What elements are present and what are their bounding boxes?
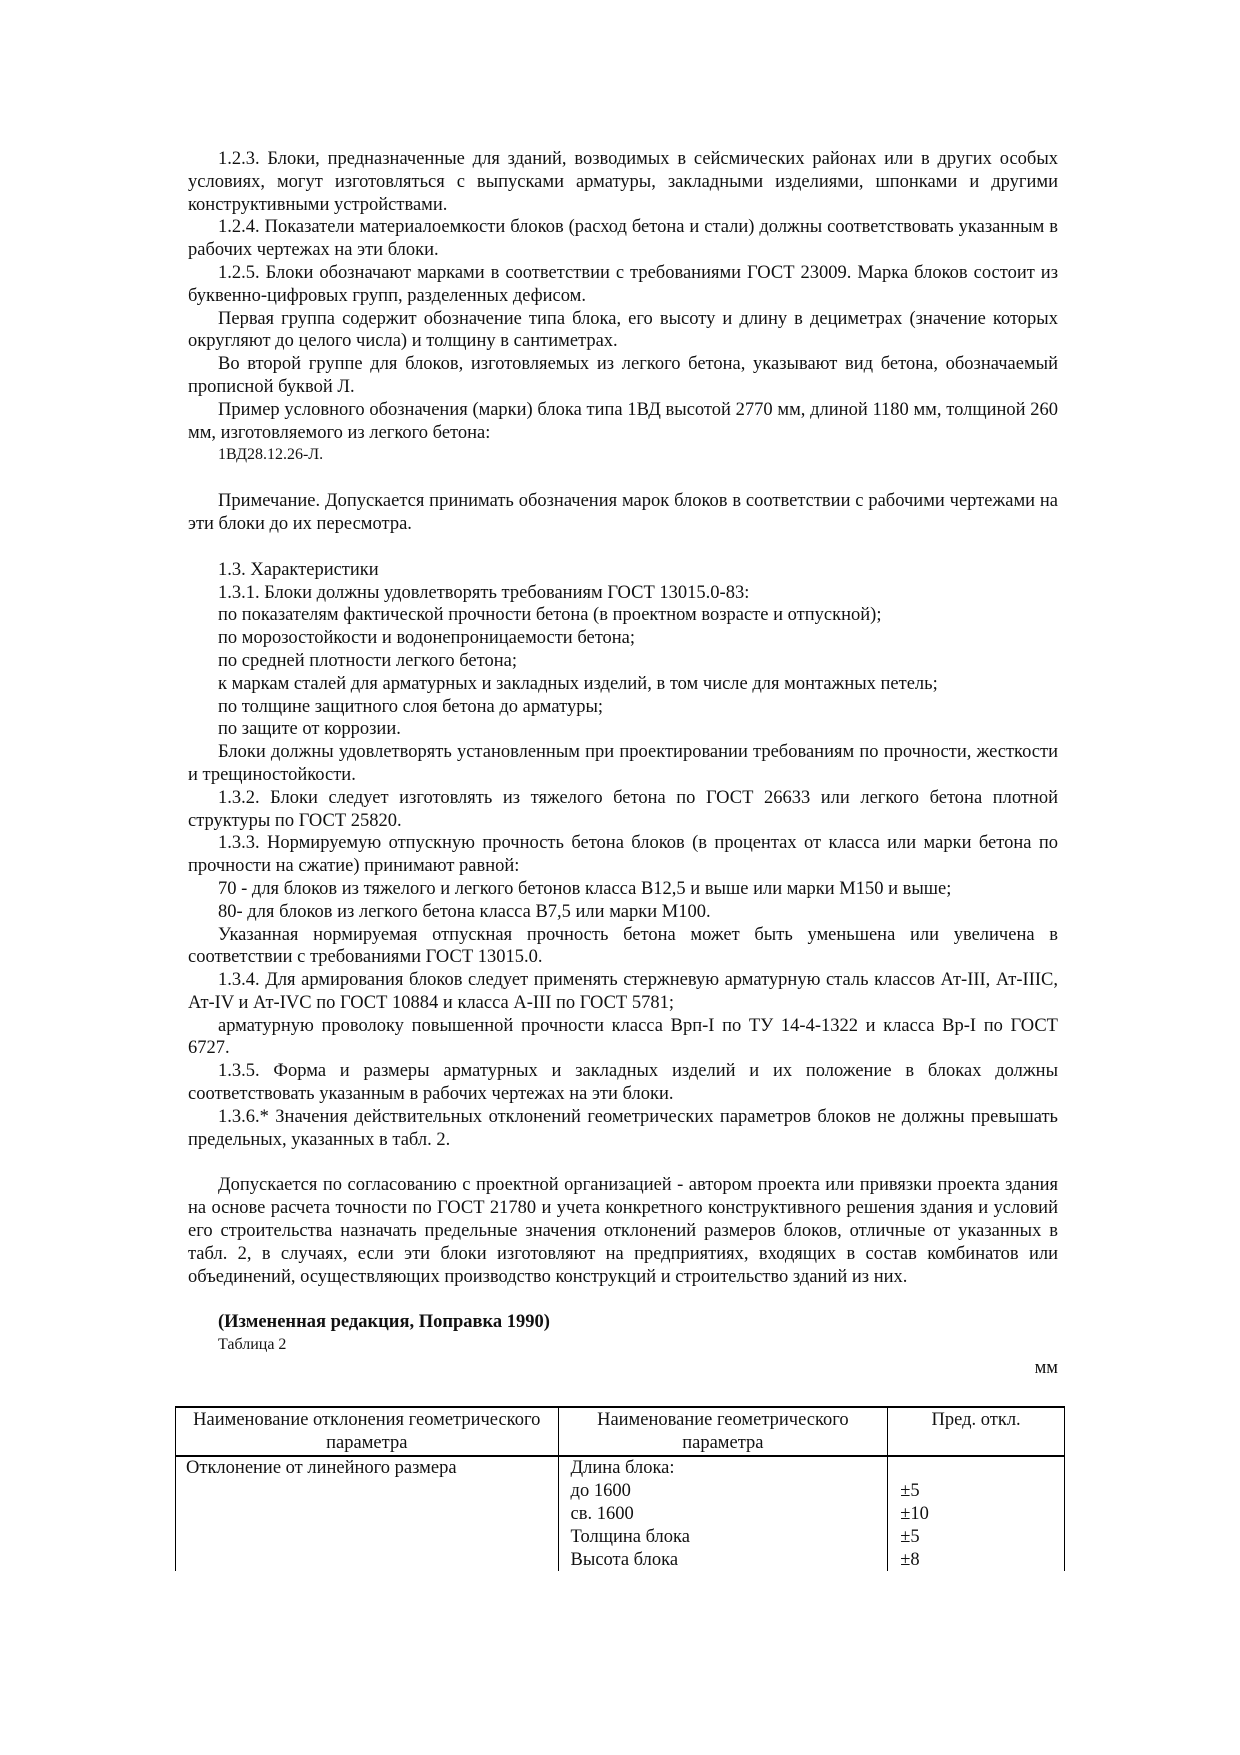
table-caption: Таблица 2 (218, 1336, 287, 1354)
paragraph: 1.3.1. Блоки должны удовлетворять требованиям ГОСТ 13015.0-83: (218, 582, 750, 603)
paragraph: Указанная нормируемая отпускная прочность бетона может быть уменьшена или увеличена в соответствии с требованиями ГОСТ 13015.0. (188, 924, 1058, 968)
list-item: по средней плотности легкого бетона; (218, 650, 517, 671)
table-header-row (176, 1407, 1065, 1457)
section-heading: 1.3. Характеристики (218, 559, 379, 580)
amendment-note: (Измененная редакция, Поправка 1990) (218, 1312, 550, 1333)
example-mark: 1ВД28.12.26-Л. (218, 446, 324, 464)
list-item: 70 - для блоков из тяжелого и легкого бетонов класса В12,5 и выше или марки М150 и выше; (218, 878, 952, 899)
list-item: 80- для блоков из легкого бетона класса В7,5 или марки М100. (218, 901, 711, 922)
table-cell: Отклонение от линейного размера (176, 1456, 559, 1480)
header-cell: Наименование отклонения геометрического параметра (176, 1407, 559, 1457)
paragraph: 1.3.6.* Значения действительных отклонений геометрических параметров блоков не должны превышать предельных, указанных в табл. 2. (188, 1106, 1058, 1150)
table-cell: ±8 (888, 1549, 1065, 1572)
paragraph: Блоки должны удовлетворять установленным при проектировании требованиям по прочности, жесткости и трещиностойкости. (188, 742, 1058, 785)
list-item: к маркам сталей для арматурных и закладных изделий, в том числе для монтажных петель; (218, 673, 938, 694)
paragraph: 1.3.5. Форма и размеры арматурных и закладных изделий и их положение в блоках должны соответствовать указанным в рабочих чертежах на эти блоки. (188, 1061, 1058, 1105)
table-cell (176, 1503, 559, 1526)
table-cell: Длина блока: (558, 1456, 888, 1480)
table-row (176, 1526, 1065, 1549)
paragraph: Первая группа содержит обозначение типа блока, его высоту и длину в дециметрах (значение которых округляют до целого числа) и толщину в сантиметрах. (188, 308, 1058, 352)
table-cell: до 1600 (558, 1480, 888, 1503)
table-cell: Высота блока (558, 1549, 888, 1572)
list-item: по морозостойкости и водонепроницаемости бетона; (218, 628, 636, 649)
list-item: по толщине защитного слоя бетона до арматуры; (218, 696, 604, 717)
table-cell: ±10 (888, 1503, 1065, 1526)
table-cell (888, 1456, 1065, 1480)
list-item: по показателям фактической прочности бетона (в проектном возрасте и отпускной); (218, 605, 882, 626)
table-cell (176, 1526, 559, 1549)
paragraph: арматурную проволоку повышенной прочности класса Врп-I по ТУ 14-4-1322 и класса Вр-I по ГОСТ 6727. (188, 1015, 1058, 1059)
paragraph: 1.2.5. Блоки обозначают марками в соответствии с требованиями ГОСТ 23009. Марка блоков состоит из буквенно-цифровых групп, разделенных дефисом. (188, 262, 1058, 306)
list-item: по защите от коррозии. (218, 719, 401, 740)
table-row (176, 1456, 1065, 1480)
tolerance-table (175, 1406, 1065, 1572)
paragraph: 1.3.2. Блоки следует изготовлять из тяжелого бетона по ГОСТ 26633 или легкого бетона плотной структуры по ГОСТ 25820. (188, 787, 1058, 831)
document-page (188, 0, 1058, 1571)
header-cell: Пред. откл. (888, 1407, 1065, 1457)
table-cell: ±5 (888, 1480, 1065, 1503)
table-cell (176, 1549, 559, 1572)
units-label: мм (1034, 1358, 1058, 1379)
paragraph: 1.2.3. Блоки, предназначенные для зданий, возводимых в сейсмических районах или в других особых условиях, могут изготовляться с выпусками арматуры, закладными изделиями, шпонками и другими конструктивными устройствами. (188, 149, 1058, 215)
paragraph: 1.3.4. Для армирования блоков следует применять стержневую арматурную сталь классов Ат-III, Ат-IIIС, Ат-IV и Ат-IVС по ГОСТ 10884 и класса А-III по ГОСТ 5781; (188, 970, 1058, 1013)
paragraph: 1.2.4. Показатели материалоемкости блоков (расход бетона и стали) должны соответствовать указанным в рабочих чертежах на эти блоки. (188, 217, 1058, 261)
paragraph: 1.3.3. Нормируемую отпускную прочность бетона блоков (в процентах от класса или марки бетона по прочности на сжатие) принимают равной: (188, 833, 1058, 877)
table-cell: ±5 (888, 1526, 1065, 1549)
table-cell: Толщина блока (558, 1526, 888, 1549)
paragraph: Во второй группе для блоков, изготовляемых из легкого бетона, указывают вид бетона, обозначаемый прописной буквой Л. (188, 354, 1058, 397)
table-cell (176, 1480, 559, 1503)
table-row (176, 1480, 1065, 1503)
paragraph: Допускается по согласованию с проектной организацией - автором проекта или привязки проекта здания на основе расчета точности по ГОСТ 21780 и учета конкретного конструктивного решения здания и условий его строительства назначать предельные значения отклонений размеров блоков, отличные от указанных в табл. 2, в случаях, если эти блоки изготовляют на предприятиях, входящих в состав комбинатов или объединений, осуществляющих производство конструкций и строительство зданий из них. (188, 1175, 1058, 1287)
paragraph: Пример условного обозначения (марки) блока типа 1ВД высотой 2770 мм, длиной 1180 мм, толщиной 260 мм, изготовляемого из легкого бетона: (188, 399, 1058, 443)
table-row (176, 1503, 1065, 1526)
header-cell: Наименование геометрического параметра (558, 1407, 888, 1457)
note: Примечание. Допускается принимать обозначения марок блоков в соответствии с рабочими чертежами на эти блоки до их пересмотра. (188, 491, 1058, 534)
table-row (176, 1549, 1065, 1572)
table-cell: св. 1600 (558, 1503, 888, 1526)
